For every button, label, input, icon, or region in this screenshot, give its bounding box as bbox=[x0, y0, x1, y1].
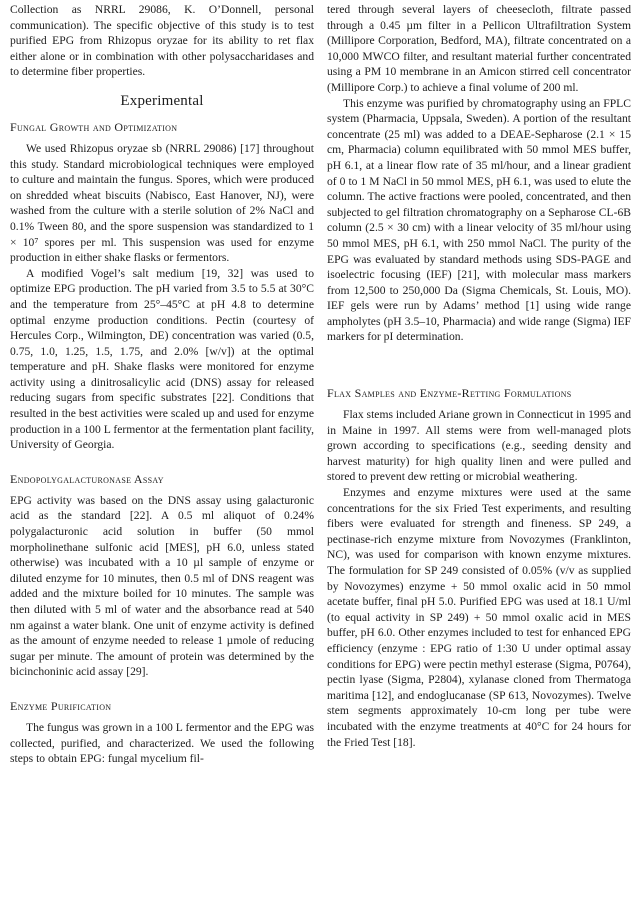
purification-continued-paragraph: tered through several layers of cheesecloth, filtrate passed through a 0.45 µm filter in a Pellicon Ultrafiltration System (Millipore Corporation, Bedford, MA), filtrate concentrated on a 10,000 MWCO filter, and resultant material further concentrated using a PM 10 membrane in an Amicon stirred cell concentrator (Millipore Corp.) to achieve a final volume of 200 ml. bbox=[327, 3, 631, 94]
section-title-experimental: Experimental bbox=[120, 92, 204, 109]
epg-assay-paragraph: EPG activity was based on the DNS assay using galacturonic acid as the standard [22]. A 0.5 ml aliquot of 0.24% polygalacturonic acid solution in buffer (50 mmol morpholinethane sulfonic acid [MES], pH 6.0, unless stated otherwise) was incubated with a 10 µl sample of enzyme or diluted enzyme for 10 minutes, then 0.5 ml of DNS reagent was added and the mixture boiled for 10 minutes. The sample was then diluted with 5 ml of water and the absorbance read at 540 nm against a water blank. One unit of enzyme activity is defined as the amount of enzyme needed to release 1 µmole of reducing sugar per minute. The amount of protein was determined by the bicinchoninic acid assay [29]. bbox=[10, 493, 314, 679]
fungal-paragraph-1: We used Rhizopus oryzae sb (NRRL 29086) [17] throughout this study. Standard microbiological techniques were employed to culture and maintain the fungus. Spores, which were produced on shredded wheat biscuits (Nabisco, East Hanover, NJ), were washed from the culture with a sterile solution of 2% NaCl and 0.1% Tween 80, and the spore suspension was standardized to 1 × 10⁷ spores per ml. This suspension was used for enzyme production in either shake flasks or fermentors. bbox=[10, 141, 314, 265]
flax-paragraph-1: Flax stems included Ariane grown in Connecticut in 1995 and in Maine in 1997. All stems were from well-managed plots grown according to specifications (e.g., seeding density and harvest maturity) for high quality linen and were pulled and stored to prevent dew retting or microbial weathering. bbox=[327, 408, 631, 484]
left-column bbox=[10, 2, 314, 900]
subheading-enzyme-purification: Enzyme Purification bbox=[10, 698, 112, 713]
right-column bbox=[327, 2, 631, 900]
intro-paragraph: Collection as NRRL 29086, K. O’Donnell, personal communication). The specific objective of this study is to test purified EPG from Rhizopus oryzae for its ability to ret flax either alone or in combination with other polysaccharidases and to determine fiber properties. bbox=[10, 3, 314, 79]
flax-paragraph-2: Enzymes and enzyme mixtures were used at the same concentrations for the six Fried Test experiments, and resulting fibers were evaluated for strength and fineness. SP 249, a pectinase-rich enzyme mixture from Novozymes (Franklinton, NC), was used for comparison with known enzyme mixtures. The formulation for SP 249 consisted of 0.05% (v/v as supplied by Novozymes) enzyme + 50 mmol oxalic acid in 50 mmol acetate buffer, final pH 5.0. Purified EPG was used at 18.1 U/ml (to equal activity in SP 249) + 50 mmol oxalic acid in MES buffer, pH 6.0. Other enzymes included to test for enhanced EPG efficiency (enzyme : EPG ratio of 1:30 U under optimal assay conditions for EPG) were pectin methyl esterase (Sigma, P0764), pectin lyase (Sigma, P2804), xylanase cloned from Thermatoga maritima [12], and endoglucanase (SP 613, Novozymes). Twelve stem segments approximately 10-cm long per tube were incubated with the enzyme treatments at 40°C for 24 hours for the Fried Test [18]. bbox=[327, 486, 631, 749]
purification-paragraph-1: The fungus was grown in a 100 L fermentor and the EPG was collected, purified, and characterized. We used the following steps to obtain EPG: fungal mycelium fil- bbox=[10, 720, 314, 766]
fungal-paragraph-2: A modified Vogel’s salt medium [19, 32] was used to optimize EPG production. The pH varied from 3.5 to 5.5 at 30°C and the temperature from 25°–45°C at pH 4.8 to determine optimal enzyme production conditions. Pectin (courtesy of Hercules Corp., Wilmington, DE) concentration was varied (0.5, 0.75, 1.0, 1.25, 1.5, 1.75, and 2.0% [w/v]) at the optimal temperature and pH. Shake flasks were monitored for enzyme activity using a dinitrosalicylic acid (DNS) assay for released reducing sugars from specific substrates [22]. Conditions that resulted in the best activities were scaled up and used for enzyme production in a 100 L fermentor at the fermentation plant facility, University of Georgia. bbox=[10, 266, 314, 452]
subheading-epg-assay: Endopolygalacturonase Assay bbox=[10, 471, 164, 486]
subheading-fungal-growth: Fungal Growth and Optimization bbox=[10, 119, 178, 134]
subheading-flax-samples: Flax Samples and Enzyme-Retting Formulations bbox=[327, 386, 572, 401]
purification-paragraph-2: This enzyme was purified by chromatography using an FPLC system (Pharmacia, Uppsala, Sweden). A portion of the resultant concentrate (25 ml) was added to a DEAE-Sepharose (2.1 × 15 cm, Pharmacia) column equilibrated with 50 mmol MES buffer, pH 6.1, at a linear flow rate of 35 ml/hour, and a linear gradient of 0 to 1 M NaCl in 50 mmol MES, pH 6.1, was used to elute the column. The active fractions were pooled, concentrated, and then subjected to gel filtration chromatography on a Sepharose CL-6B column (2.5 × 30 cm) with a linear velocity of 35 ml/hour using 50 mmol MES, pH 6.1, with 250 mmol NaCl. The purity of the EPG was evaluated by standard methods using SDS-PAGE and isoelectric focusing (IEF) [21], with molecular mass markers from 12,500 to 250,000 Da (Sigma Chemicals, St. Louis, MO). IEF gels were run by Adams’ method [1] using wide range ampholytes (pH 3.5–10, Pharmacia) and wide range (Sigma) IEF markers for pI determination. bbox=[327, 96, 631, 344]
